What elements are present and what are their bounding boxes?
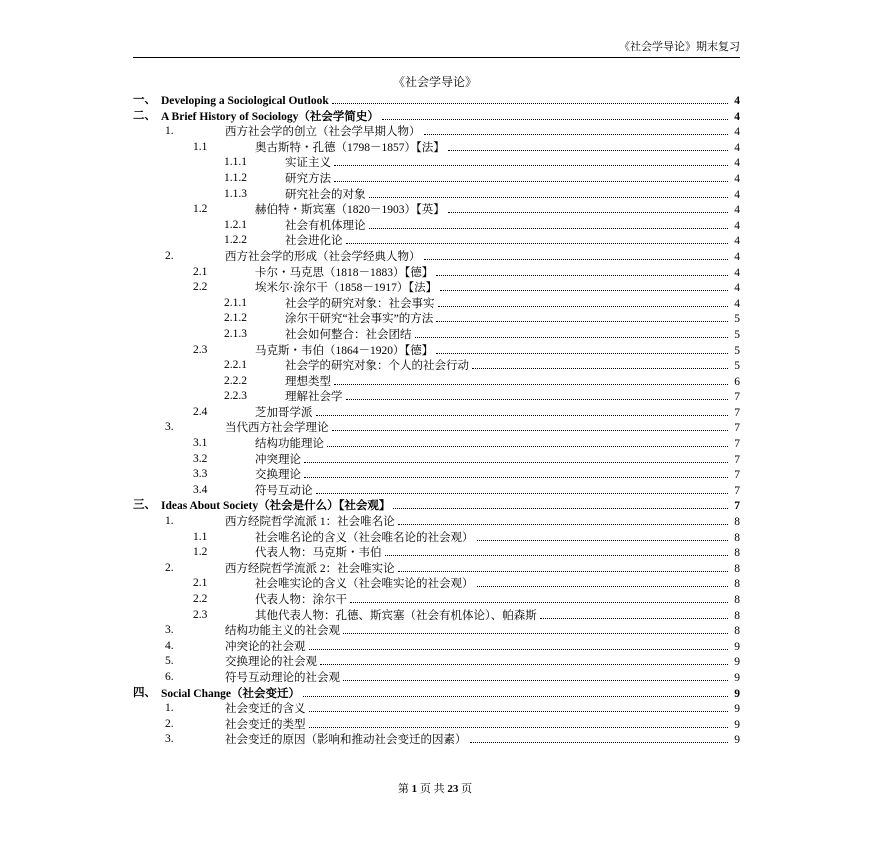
- toc-entry[interactable]: [133, 218, 740, 234]
- toc-entry[interactable]: [133, 265, 740, 281]
- toc-entry-page: 4: [734, 157, 740, 170]
- toc-entry-page: 7: [734, 453, 740, 466]
- toc-entry-page: 8: [734, 594, 740, 606]
- toc-entry[interactable]: [133, 686, 740, 702]
- toc-entry-title: A Brief History of Sociology（社会学简史）: [161, 110, 379, 123]
- toc-entry[interactable]: [133, 561, 740, 577]
- toc-entry-page: 5: [734, 344, 740, 357]
- toc-leader-dots: [309, 701, 729, 712]
- toc-entry-number: 三、: [133, 499, 156, 512]
- toc-leader-dots: [334, 374, 728, 385]
- toc-entry-number: 1.2: [193, 546, 208, 559]
- toc-leader-dots: [350, 592, 728, 603]
- toc-entry-page: 8: [734, 562, 740, 575]
- toc-entry-title: 研究方法: [285, 172, 331, 185]
- toc-entry-page: 7: [734, 422, 740, 435]
- toc-leader-dots: [316, 405, 729, 416]
- toc-leader-dots: [346, 389, 729, 400]
- toc-entry-title: 当代西方社会学理论: [225, 422, 329, 435]
- toc-entry-page: 5: [734, 328, 740, 341]
- toc-entry-number: 3.: [165, 421, 174, 434]
- toc-entry-page: 9: [734, 734, 740, 747]
- toc-entry[interactable]: [133, 109, 740, 125]
- toc-entry-number: 2.1: [193, 577, 208, 590]
- toc-entry-title: 社会变迁的类型: [225, 718, 306, 731]
- toc-leader-dots: [540, 608, 728, 619]
- toc-entry[interactable]: [133, 717, 740, 733]
- toc-entry[interactable]: [133, 171, 740, 187]
- toc-entry-number: 1.2.1: [224, 218, 247, 231]
- toc-entry-title: 社会学的研究对象：社会事实: [285, 297, 435, 310]
- toc-entry-page: 4: [734, 204, 740, 217]
- toc-entry-title: 西方经院哲学流派 2：社会唯实论: [225, 562, 395, 575]
- toc-leader-dots: [316, 483, 729, 494]
- toc-entry-number: 3.4: [193, 483, 208, 496]
- toc-entry-title: 冲突论的社会观: [225, 640, 306, 653]
- toc-entry[interactable]: [133, 654, 740, 670]
- toc-entry-page: 8: [734, 531, 740, 544]
- toc-entry-number: 1.: [165, 702, 174, 715]
- toc-entry[interactable]: [133, 701, 740, 717]
- toc-entry-title: 交换理论的社会观: [225, 656, 317, 669]
- toc-leader-dots: [382, 109, 728, 120]
- footer-total-pages: 23: [447, 783, 459, 795]
- toc-entry-title: 芝加哥学派: [255, 406, 313, 419]
- toc-entry[interactable]: [133, 483, 740, 499]
- toc-leader-dots: [320, 654, 728, 665]
- toc-entry-page: 9: [734, 640, 740, 653]
- toc-entry-title: 代表人物：涂尔干: [255, 594, 347, 606]
- toc-entry-number: 2.3: [193, 608, 208, 621]
- footer-page-number: 1: [411, 783, 418, 795]
- toc-entry-number: 2.2: [193, 281, 208, 294]
- toc-entry-page: 4: [734, 235, 740, 248]
- toc-entry-title: 符号互动理论的社会观: [225, 671, 340, 684]
- toc-leader-dots: [436, 343, 728, 354]
- toc-entry-title: 社会如何整合：社会团结: [285, 328, 412, 341]
- toc-entry-number: 2.1.2: [224, 312, 247, 325]
- toc-entry[interactable]: [133, 187, 740, 203]
- toc-entry-title: 西方社会学的创立（社会学早期人物）: [225, 126, 421, 139]
- toc-entry-page: 9: [734, 687, 740, 700]
- toc-leader-dots: [470, 732, 729, 743]
- toc-entry-page: 7: [734, 484, 740, 497]
- toc-entry-number: 2.: [165, 561, 174, 574]
- toc-entry-number: 二、: [133, 109, 156, 122]
- toc-entry-page: 4: [734, 250, 740, 263]
- toc-entry-page: 7: [734, 438, 740, 451]
- toc-entry-number: 2.4: [193, 405, 208, 418]
- toc-entry-page: 4: [734, 282, 740, 295]
- toc-entry-page: 9: [734, 656, 740, 669]
- toc-entry-number: 一、: [133, 94, 156, 106]
- toc-leader-dots: [448, 140, 728, 151]
- toc-leader-dots: [332, 93, 728, 104]
- toc-entry-title: 研究社会的对象: [285, 188, 366, 201]
- toc-entry-title: 实证主义: [285, 157, 331, 170]
- toc-entry-title: 社会进化论: [285, 235, 343, 248]
- toc-leader-dots: [369, 218, 729, 229]
- toc-entry-title: 西方经院哲学流派 1：社会唯名论: [225, 516, 395, 529]
- toc-entry-page: 4: [734, 266, 740, 279]
- toc-entry[interactable]: [133, 498, 740, 514]
- toc-entry[interactable]: [133, 545, 740, 561]
- toc-entry-page: 9: [734, 718, 740, 731]
- toc-leader-dots: [346, 233, 729, 244]
- toc-entry[interactable]: [133, 592, 740, 608]
- toc-entry[interactable]: [133, 405, 740, 421]
- toc-entry-title: 结构功能主义的社会观: [225, 625, 340, 638]
- toc-entry[interactable]: [133, 576, 740, 592]
- toc-entry-title: Social Change（社会变迁）: [161, 687, 300, 700]
- toc-leader-dots: [309, 717, 729, 728]
- toc-entry-title: 代表人物：马克斯・韦伯: [255, 547, 382, 560]
- toc-leader-dots: [438, 296, 729, 307]
- document-title: 《社会学导论》: [392, 75, 477, 89]
- toc-entry[interactable]: [133, 358, 740, 374]
- toc-entry[interactable]: [133, 420, 740, 436]
- toc-entry[interactable]: [133, 436, 740, 452]
- toc-entry-title: 结构功能理论: [255, 438, 324, 451]
- toc-leader-dots: [440, 280, 728, 291]
- toc-entry-number: 3.3: [193, 468, 208, 481]
- toc-entry-page: 4: [734, 188, 740, 201]
- toc-leader-dots: [334, 155, 728, 166]
- toc-leader-dots: [343, 623, 728, 634]
- toc-leader-dots: [385, 545, 729, 556]
- toc-entry[interactable]: [133, 93, 740, 109]
- toc-entry-page: 5: [734, 360, 740, 373]
- toc-entry[interactable]: [133, 296, 740, 312]
- toc-entry[interactable]: [133, 327, 740, 343]
- toc-entry-number: 6.: [165, 670, 174, 683]
- footer-mid: 页 共: [419, 783, 445, 795]
- toc-entry-page: 7: [734, 500, 740, 513]
- toc-entry-title: 马克斯・韦伯（1864－1920）【德】: [255, 344, 434, 357]
- toc-entry-number: 4.: [165, 639, 174, 652]
- toc-entry-page: 8: [734, 547, 740, 560]
- toc-entry[interactable]: [133, 514, 740, 530]
- toc-entry-title: 其他代表人物：孔德、斯宾塞（社会有机体论）、帕森斯: [255, 609, 537, 622]
- toc-entry-number: 5.: [165, 655, 174, 668]
- toc-entry[interactable]: [133, 155, 740, 171]
- toc-leader-dots: [393, 498, 728, 509]
- toc-leader-dots: [472, 358, 728, 369]
- footer-suffix: 页: [461, 783, 473, 795]
- toc-entry-title: 冲突理论: [255, 453, 301, 466]
- toc-entry[interactable]: [133, 374, 740, 390]
- toc-entry-number: 3.: [165, 624, 174, 637]
- toc-entry-page: 8: [734, 578, 740, 591]
- toc-entry-title: Developing a Sociological Outlook: [161, 95, 329, 107]
- toc-entry-page: 9: [734, 671, 740, 684]
- toc-entry[interactable]: [133, 623, 740, 639]
- toc-entry-page: 4: [734, 141, 740, 154]
- toc-entry-title: 理解社会学: [285, 391, 343, 404]
- toc-entry-page: 4: [734, 172, 740, 185]
- toc-entry-title: 社会学的研究对象：个人的社会行动: [285, 360, 469, 373]
- toc-entry[interactable]: [133, 280, 740, 296]
- toc-entry-page: 8: [734, 625, 740, 638]
- toc-leader-dots: [304, 452, 728, 463]
- running-header: 《社会学导论》期末复习: [619, 41, 740, 53]
- toc-entry-page: 8: [734, 609, 740, 622]
- toc-leader-dots: [436, 265, 728, 276]
- toc-entry-title: 赫伯特・斯宾塞（1820－1903）【英】: [255, 204, 445, 217]
- toc-entry[interactable]: [133, 311, 740, 327]
- toc-entry[interactable]: [133, 639, 740, 655]
- toc-entry-number: 1.1: [193, 530, 208, 543]
- toc-entry-number: 1.1.1: [224, 156, 247, 169]
- toc-entry-page: 8: [734, 516, 740, 529]
- toc-entry[interactable]: [133, 249, 740, 265]
- toc-leader-dots: [398, 561, 728, 572]
- toc-entry-page: 9: [734, 703, 740, 716]
- toc-entry[interactable]: [133, 343, 740, 359]
- toc-entry-number: 1.1.3: [224, 187, 247, 200]
- toc-entry-title: Ideas About Society（社会是什么）【社会观】: [161, 500, 391, 513]
- toc-entry-title: 社会变迁的原因（影响和推动社会变迁的因素）: [225, 734, 467, 747]
- toc-entry-page: 7: [734, 406, 740, 419]
- toc-entry-title: 社会唯实论的含义（社会唯实论的社会观）: [255, 578, 474, 591]
- toc-leader-dots: [304, 467, 728, 478]
- toc-entry-number: 1.: [165, 515, 174, 528]
- toc-leader-dots: [334, 171, 728, 182]
- toc-entry-number: 四、: [133, 686, 156, 699]
- toc-entry-number: 2.2: [193, 593, 208, 605]
- toc-entry-title: 涂尔干研究“社会事实”的方法: [285, 313, 434, 326]
- toc-entry[interactable]: [133, 124, 740, 140]
- toc-leader-dots: [369, 187, 729, 198]
- toc-entry-title: 社会唯名论的含义（社会唯名论的社会观）: [255, 531, 474, 544]
- toc-entry-page: 4: [734, 297, 740, 310]
- toc-entry[interactable]: [133, 233, 740, 249]
- toc-entry-page: 5: [734, 313, 740, 326]
- toc-entry-number: 2.2.3: [224, 390, 247, 403]
- toc-entry-number: 2.1: [193, 265, 208, 278]
- toc-entry-page: 4: [734, 219, 740, 232]
- footer-prefix: 第: [397, 783, 409, 795]
- toc-entry[interactable]: [133, 670, 740, 686]
- toc-entry[interactable]: [133, 732, 740, 748]
- toc-entry-page: 4: [734, 126, 740, 139]
- toc-leader-dots: [303, 686, 728, 697]
- toc-entry-number: 2.: [165, 717, 174, 730]
- toc-entry-title: 交换理论: [255, 469, 301, 482]
- toc-entry-number: 2.2.1: [224, 359, 247, 372]
- toc-entry-page: 6: [734, 375, 740, 388]
- toc-entry-number: 2.: [165, 249, 174, 262]
- page-footer: [0, 780, 870, 796]
- toc-entry-title: 社会变迁的含义: [225, 703, 306, 716]
- toc-entry-title: 社会有机体理论: [285, 219, 366, 232]
- toc-entry-number: 3.1: [193, 437, 208, 450]
- toc-entry[interactable]: [133, 608, 740, 624]
- header-rule: [133, 57, 740, 58]
- toc-entry-page: 7: [734, 469, 740, 482]
- toc-entry-page: 4: [734, 95, 740, 107]
- toc-entry[interactable]: [133, 452, 740, 468]
- toc-leader-dots: [424, 249, 729, 260]
- toc-entry[interactable]: [133, 202, 740, 218]
- toc-entry-page: 4: [734, 110, 740, 123]
- toc-entry-title: 奥古斯特・孔德（1798－1857）【法】: [255, 141, 445, 154]
- toc-leader-dots: [309, 639, 729, 650]
- toc-leader-dots: [477, 576, 729, 587]
- table-of-contents: [133, 93, 740, 748]
- toc-leader-dots: [424, 124, 729, 135]
- toc-entry-number: 1.: [165, 125, 174, 138]
- toc-entry-number: 1.1: [193, 140, 208, 153]
- toc-entry-number: 1.1.2: [224, 171, 247, 184]
- toc-entry-title: 符号互动论: [255, 484, 313, 497]
- toc-leader-dots: [398, 514, 728, 525]
- toc-entry-title: 理想类型: [285, 375, 331, 388]
- toc-entry-number: 2.3: [193, 343, 208, 356]
- toc-entry-number: 2.1.1: [224, 296, 247, 309]
- toc-entry[interactable]: [133, 389, 740, 405]
- toc-entry-number: 1.2: [193, 203, 208, 216]
- toc-entry-page: 7: [734, 391, 740, 404]
- toc-entry-title: 西方社会学的形成（社会学经典人物）: [225, 250, 421, 263]
- toc-entry-number: 1.2.2: [224, 234, 247, 247]
- toc-leader-dots: [448, 202, 728, 213]
- toc-entry-number: 2.1.3: [224, 327, 247, 340]
- toc-entry-number: 2.2.2: [224, 374, 247, 387]
- toc-entry[interactable]: [133, 140, 740, 156]
- toc-leader-dots: [343, 670, 728, 681]
- toc-entry[interactable]: [133, 530, 740, 546]
- toc-entry[interactable]: [133, 467, 740, 483]
- toc-entry-number: 3.: [165, 733, 174, 746]
- toc-leader-dots: [436, 311, 728, 322]
- toc-leader-dots: [415, 327, 729, 338]
- toc-leader-dots: [332, 420, 729, 431]
- toc-entry-title: 卡尔・马克思（1818－1883）【德】: [255, 266, 434, 279]
- toc-leader-dots: [477, 530, 729, 541]
- toc-leader-dots: [327, 436, 728, 447]
- toc-entry-number: 3.2: [193, 452, 208, 465]
- toc-entry-title: 埃米尔·涂尔干（1858－1917）【法】: [255, 282, 438, 295]
